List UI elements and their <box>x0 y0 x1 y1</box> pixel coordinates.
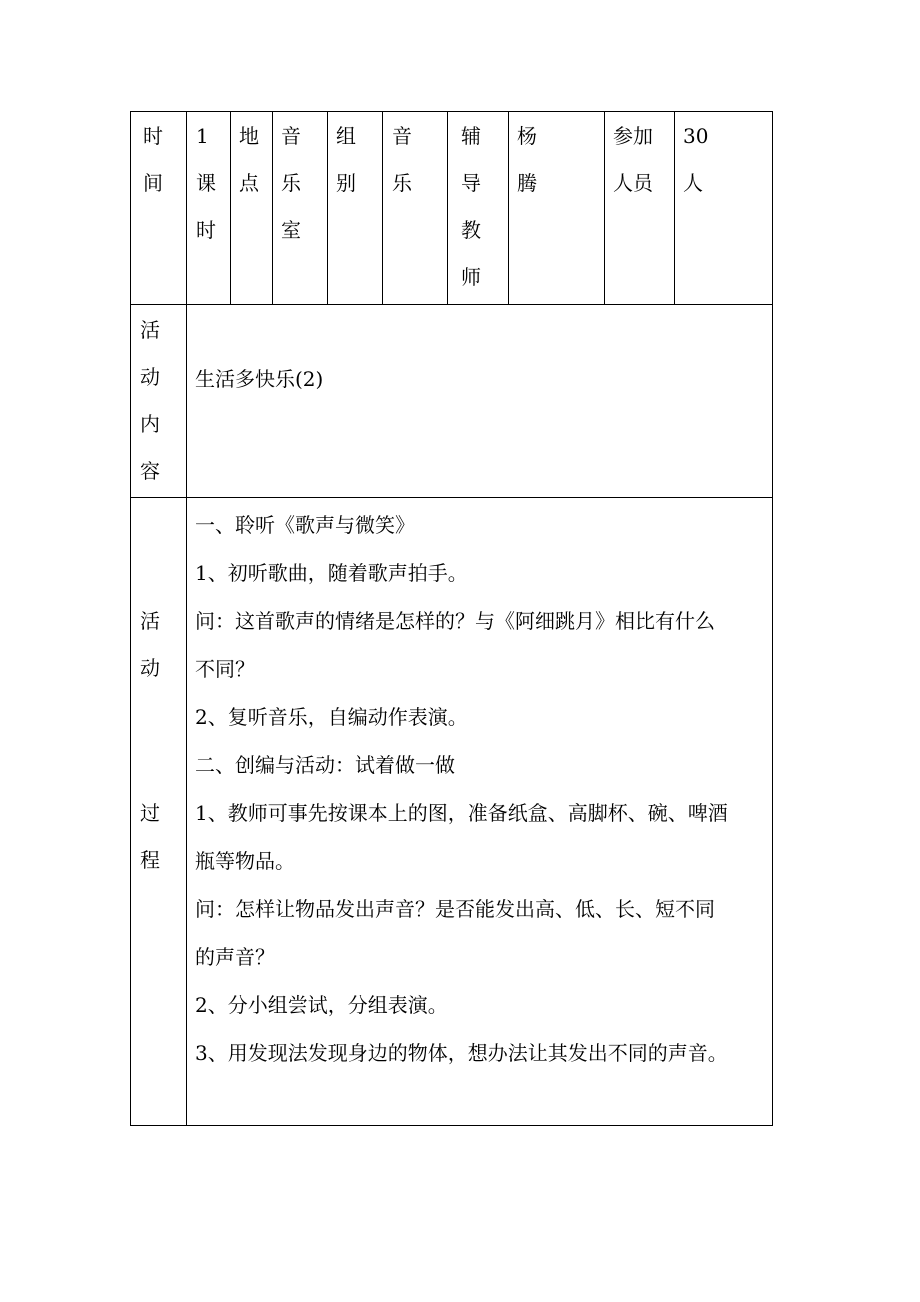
group-value: 音乐 <box>392 124 412 195</box>
place-label: 地点 <box>239 124 259 195</box>
process-line: 1、教师可事先按课本上的图，准备纸盒、高脚杯、碗、啤酒 <box>195 801 728 825</box>
process-line: 1、初听歌曲，随着歌声拍手。 <box>195 561 468 585</box>
teacher-value: 杨腾 <box>517 124 537 195</box>
time-value: 1课时 <box>196 124 216 242</box>
process-line: 一、聆听《歌声与微笑》 <box>195 513 415 537</box>
process-line: 3、用发现法发现身边的物体，想办法让其发出不同的声音。 <box>195 1041 728 1065</box>
header-col-divider <box>674 111 675 304</box>
header-col-divider <box>447 111 448 304</box>
process-line: 问：这首歌声的情绪是怎样的？与《阿细跳月》相比有什么 <box>195 609 715 633</box>
table-border-left <box>130 111 131 1126</box>
content-label: 活动内容 <box>140 318 160 483</box>
teacher-label: 辅导教师 <box>461 124 481 289</box>
process-line: 问：怎样让物品发出声音？是否能发出高、低、长、短不同 <box>195 897 715 921</box>
process-line: 二、创编与活动：试着做一做 <box>195 753 455 777</box>
process-label-bottom: 过程 <box>140 801 160 872</box>
table-border-label-col <box>186 111 187 1126</box>
participants-label: 参加人员 <box>613 124 653 195</box>
process-line: 2、复听音乐，自编动作表演。 <box>195 705 468 729</box>
header-col-divider <box>382 111 383 304</box>
table-border-bottom <box>130 1125 773 1126</box>
time-label: 时间 <box>143 124 163 195</box>
header-col-divider <box>604 111 605 304</box>
process-line: 瓶等物品。 <box>195 849 295 873</box>
group-label: 组别 <box>336 124 356 195</box>
table-border-row1 <box>130 304 773 305</box>
content-value: 生活多快乐(2) <box>195 367 324 391</box>
process-line: 不同？ <box>195 657 255 681</box>
place-value: 音乐室 <box>281 124 301 242</box>
header-col-divider <box>508 111 509 304</box>
table-border-top <box>130 111 773 112</box>
header-col-divider <box>272 111 273 304</box>
participants-value: 30人 <box>683 124 709 195</box>
process-label-top: 活动 <box>140 609 160 680</box>
process-line: 的声音？ <box>195 945 275 969</box>
table-border-row2 <box>130 497 773 498</box>
table-border-right <box>772 111 773 1126</box>
process-line: 2、分小组尝试，分组表演。 <box>195 993 448 1017</box>
header-col-divider <box>230 111 231 304</box>
header-col-divider <box>327 111 328 304</box>
